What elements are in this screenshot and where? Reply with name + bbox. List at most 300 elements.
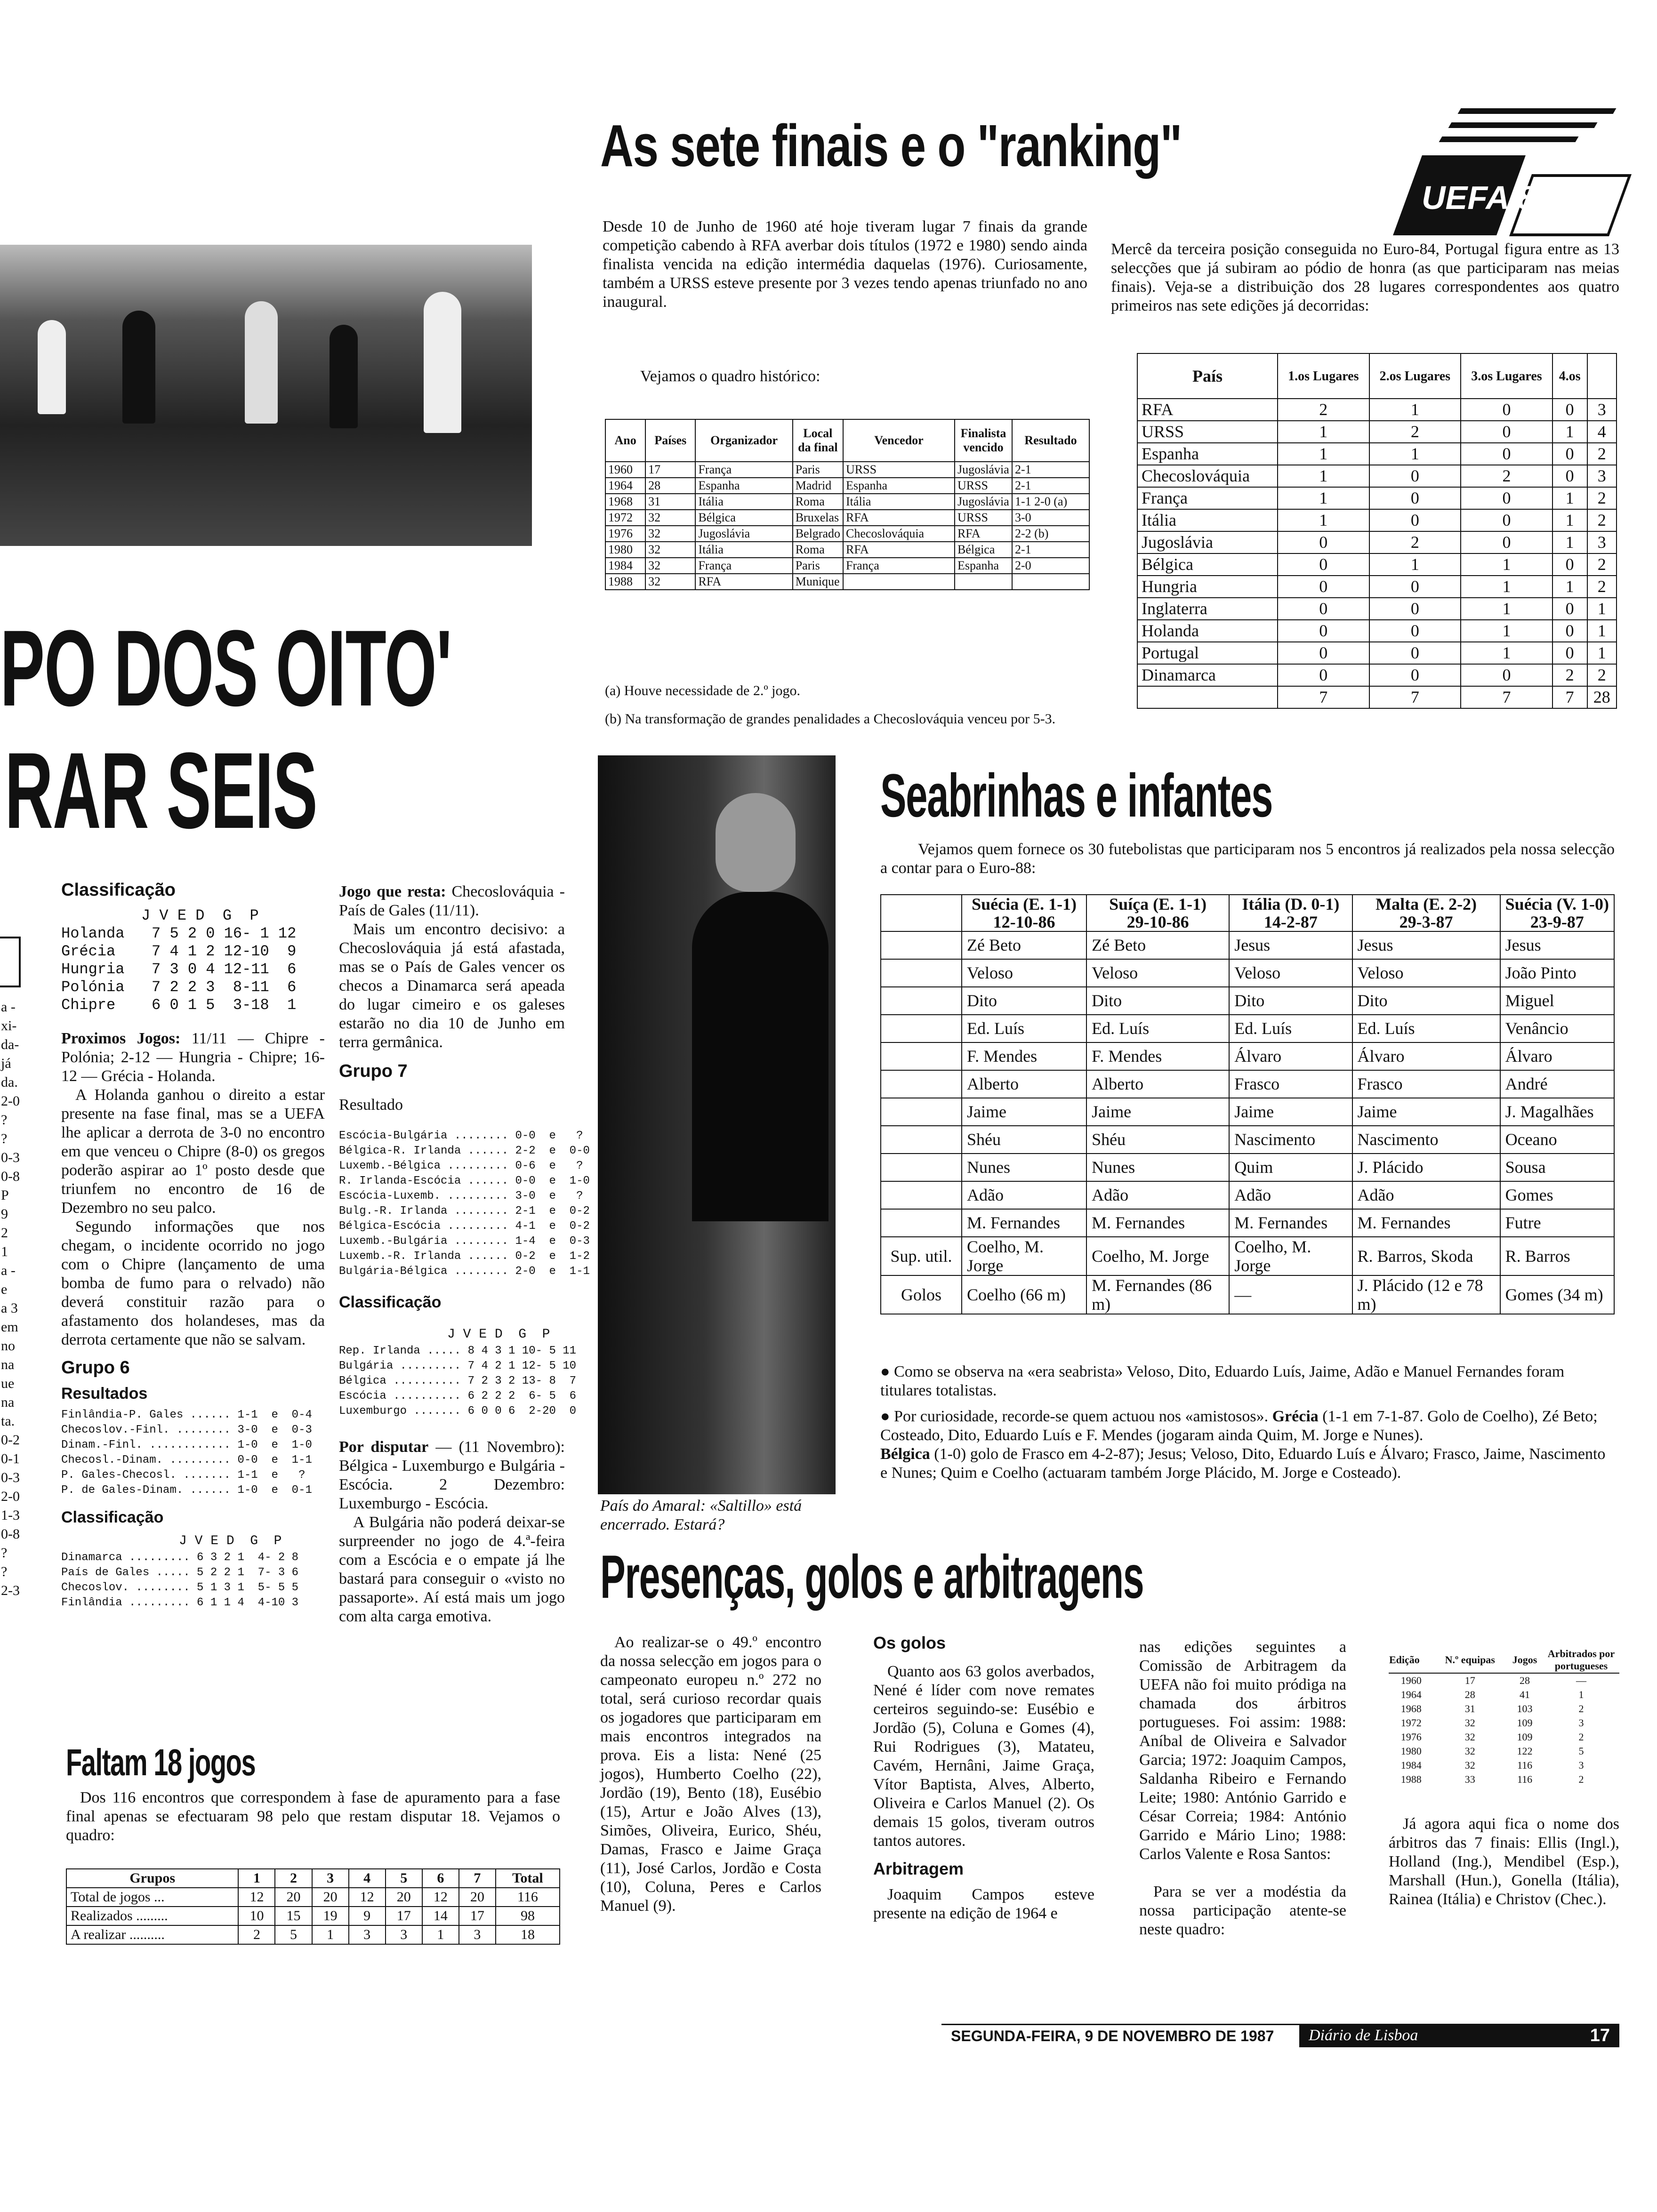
col2-para2: A Bulgária não poderá deixar-se surpreender no jogo de 4.ª-feira com a Escócia e o empate já lhe bastará para conseguir o «visto no passaporte». Aí está mais um jogo com alta carga emotiva. <box>339 1514 565 1625</box>
g7-class-table <box>339 1344 577 1419</box>
ranking-total <box>1137 686 1278 708</box>
ranking-value: 3 <box>1587 531 1617 553</box>
presencas-title: Presenças, golos e arbitragens <box>600 1542 1144 1611</box>
history-cell: 2-0 <box>1012 558 1089 574</box>
faltam-cell: 116 <box>496 1888 560 1907</box>
player-cell: J. Plácido (12 e 78 m) <box>1352 1275 1500 1314</box>
history-table <box>605 419 1090 590</box>
history-row <box>605 558 1089 574</box>
quadro-historico-label: Vejamos o quadro histórico: <box>640 368 820 385</box>
player-cell: Veloso <box>1086 959 1229 987</box>
amaral-photo <box>598 755 836 1494</box>
players-header-row <box>881 895 1614 931</box>
match-label: Suíça (E. 1-1) <box>1109 895 1207 914</box>
ranking-value: 0 <box>1461 443 1552 465</box>
ranking-value: 0 <box>1461 421 1552 443</box>
referees-row <box>1389 1772 1619 1787</box>
player-cell: Adão <box>962 1181 1086 1209</box>
edge-fragment: em <box>1 1319 18 1335</box>
edge-fragment: na <box>1 1357 15 1372</box>
history-header: Resultado <box>1012 419 1089 462</box>
jogo-text: Checoslováquia - País de Gales (11/11). <box>339 883 565 919</box>
faltam-header: 4 <box>349 1869 386 1888</box>
ranking-value: 1 <box>1278 443 1369 465</box>
history-cell: 1968 <box>605 494 645 510</box>
ranking-value: 0 <box>1278 598 1369 620</box>
ranking-value: 1 <box>1552 487 1587 509</box>
ranking-value: 0 <box>1552 642 1587 664</box>
class2-header: J V E D G P <box>179 1534 282 1548</box>
history-cell: França <box>695 558 792 574</box>
seabrinhas-intro: Vejamos quem fornece os 30 futebolistas que participaram nos 5 encontros já realizados pela nossa selecção a contar para o Euro-88: <box>880 841 1615 877</box>
referees-header: Edição <box>1389 1654 1420 1666</box>
faltam-cell: 20 <box>459 1888 496 1907</box>
ranking-header: País <box>1137 353 1278 399</box>
edge-fragment: 0-8 <box>1 1169 20 1184</box>
referees-cell: 1988 <box>1400 1773 1422 1785</box>
grupo6-title: Grupo 6 <box>61 1358 130 1378</box>
result-row: Bulgária-Bélgica ........ 2-0 e 1-1 <box>339 1265 590 1278</box>
history-row <box>605 526 1089 542</box>
ranking-value: 1 <box>1552 531 1587 553</box>
ranking-total: 7 <box>1369 686 1461 708</box>
history-row <box>605 542 1089 558</box>
faltam-cell: 17 <box>459 1907 496 1925</box>
class-row: País de Gales ..... 5 2 2 1 7- 3 6 <box>61 1566 299 1579</box>
history-cell: Itália <box>695 542 792 558</box>
presencas-col2 <box>873 1633 1094 1923</box>
players-row <box>881 987 1614 1015</box>
class-row: Holanda 7 5 2 0 16- 1 12 <box>61 925 297 942</box>
ranking-country: Checoslováquia <box>1137 465 1278 487</box>
player-cell: M. Fernandes <box>1229 1209 1352 1237</box>
top-article-intro: Desde 10 de Junho de 1960 até hoje tiveram lugar 7 finais da grande competição cabendo à RFA averbar dois títulos (1972 e 1980) sendo ainda finalista vencida na edição intermédia daquelas (1976). Curiosamente, também a URSS esteve presente por 3 vezes tendo apenas triunfado no ano inaugural. <box>603 218 1087 311</box>
result-row: Luxemb.-R. Irlanda ...... 0-2 e 1-2 <box>339 1250 590 1263</box>
ranking-intro: Mercê da terceira posição conseguida no Euro-84, Portugal figura entre as 13 selecções que já subiram ao pódio de honra (as que participaram nas meias finais). Veja-se a distribuição dos 28 lugares correspondentes aos quatro primeiros nas sete edições já decorridas: <box>1111 240 1619 314</box>
jogo-que-resta <box>339 882 565 920</box>
player-cell: Oceano <box>1500 1126 1614 1154</box>
row-label <box>881 1181 962 1209</box>
ranking-country: Hungria <box>1137 576 1278 598</box>
history-cell: Jugoslávia <box>955 462 1012 478</box>
ranking-value: 4 <box>1587 421 1617 443</box>
ranking-value: 2 <box>1587 576 1617 598</box>
faltam-cell: 9 <box>349 1907 386 1925</box>
faltam-cell: 3 <box>349 1925 386 1944</box>
ranking-value: 2 <box>1587 509 1617 531</box>
ranking-row <box>1137 620 1617 642</box>
referees-cell: 1 <box>1578 1689 1584 1700</box>
faltam-cell: 12 <box>238 1888 275 1907</box>
faltam-cell: 14 <box>422 1907 459 1925</box>
match-label: Malta (E. 2-2) <box>1375 895 1477 914</box>
player-cell: M. Fernandes (86 m) <box>1086 1275 1229 1314</box>
ranking-table <box>1137 353 1617 709</box>
ranking-value: 0 <box>1552 465 1587 487</box>
ranking-value: 0 <box>1552 399 1587 421</box>
edge-fragment: a 3 <box>1 1300 18 1316</box>
ranking-value: 0 <box>1552 620 1587 642</box>
ranking-row <box>1137 465 1617 487</box>
player-cell: Jaime <box>1086 1098 1229 1126</box>
ranking-value: 1 <box>1461 620 1552 642</box>
ranking-country: Bélgica <box>1137 553 1278 576</box>
player-cell: Ed. Luís <box>1352 1015 1500 1042</box>
edge-fragment: da- <box>1 1037 19 1052</box>
faltam-cell: 3 <box>386 1925 422 1944</box>
ranking-value: 2 <box>1278 399 1369 421</box>
faltam-header: Grupos <box>66 1869 238 1888</box>
referees-cell: 5 <box>1578 1745 1584 1757</box>
player-cell: Gomes <box>1500 1181 1614 1209</box>
history-cell: 32 <box>645 526 695 542</box>
history-cell: RFA <box>695 574 792 590</box>
result-row: Bélgica-R. Irlanda ...... 2-2 e 0-0 <box>339 1145 590 1157</box>
player-cell: J. Magalhães <box>1500 1098 1614 1126</box>
referees-header: Arbitrados por portugueses <box>1547 1648 1615 1672</box>
class-row: Hungria 7 3 0 4 12-11 6 <box>61 961 297 978</box>
bullet-2-end: (1-0) golo de Frasco em 4-2-87); Jesus; Veloso, Dito, Eduardo Luís e Álvaro; Frasco, Jaime, Nascimento e Nunes; Quim e Coelho (actuaram também Jorge Plácido, M. Jorge e Costeado). <box>880 1445 1606 1482</box>
edge-fragment: ? <box>1 1564 8 1579</box>
faltam-text: Dos 116 encontros que correspondem à fase de apuramento para a fase final apenas se efectuaram 98 pelo que restam disputar 18. Vejamos o quadro: <box>66 1789 560 1844</box>
history-header: Finalista vencido <box>955 419 1012 462</box>
ranking-country: Inglaterra <box>1137 598 1278 620</box>
col4-text: Já agora aqui fica o nome dos árbitros das 7 finais: Ellis (Ingl.), Holland (Ing.), Mendibel (Esp.), Marshall (Hun.), Gonella (Itália), Rainea (Itália) e Christov (Chec.). <box>1389 1815 1619 1908</box>
player-cell: Adão <box>1086 1181 1229 1209</box>
player-cell: M. Fernandes <box>1086 1209 1229 1237</box>
ranking-total-row <box>1137 686 1617 708</box>
history-cell: Roma <box>793 494 843 510</box>
class-row: Chipre 6 0 1 5 3-18 1 <box>61 996 297 1014</box>
player-cell: Frasco <box>1229 1070 1352 1098</box>
ranking-value: 0 <box>1278 642 1369 664</box>
referees-cell: 1984 <box>1400 1759 1422 1771</box>
ranking-row <box>1137 553 1617 576</box>
player-cell: Veloso <box>962 959 1086 987</box>
players-row <box>881 1181 1614 1209</box>
proximos-text: 11/11 — Chipre - Polónia; 2-12 — Hungria - Chipre; 16-12 — Grécia - Holanda. <box>61 1030 325 1085</box>
players-row <box>881 1070 1614 1098</box>
class-row: Dinamarca ......... 6 3 2 1 4- 2 8 <box>61 1551 299 1564</box>
por-disputar <box>339 1438 565 1513</box>
player-cell: Nascimento <box>1229 1126 1352 1154</box>
player-cell: Nunes <box>962 1154 1086 1181</box>
faltam-cell: 12 <box>349 1888 386 1907</box>
ranking-value: 0 <box>1461 531 1552 553</box>
referees-cell: — <box>1576 1675 1586 1686</box>
history-cell: 32 <box>645 574 695 590</box>
ranking-header: 3.os Lugares <box>1461 353 1552 399</box>
history-cell: 32 <box>645 542 695 558</box>
history-cell: 1-1 2-0 (a) <box>1012 494 1089 510</box>
players-table <box>880 894 1615 1314</box>
edge-fragment: ? <box>1 1112 8 1128</box>
bullet-1 <box>880 1362 1615 1400</box>
match-label: Suécia (E. 1-1) <box>972 895 1077 914</box>
player-cell: Adão <box>1352 1181 1500 1209</box>
player-cell: Jaime <box>1229 1098 1352 1126</box>
faltam-cell: 2 <box>238 1925 275 1944</box>
photo-caption: País do Amaral: «Saltillo» está encerrado. Estará? <box>600 1497 802 1533</box>
uefa-88-logo <box>1393 99 1619 240</box>
history-cell: Espanha <box>695 478 792 494</box>
ranking-country: Portugal <box>1137 642 1278 664</box>
ranking-country: URSS <box>1137 421 1278 443</box>
ranking-country: Holanda <box>1137 620 1278 642</box>
faltam-header: 1 <box>238 1869 275 1888</box>
ranking-value: 0 <box>1369 620 1461 642</box>
referees-cell: 28 <box>1520 1675 1530 1686</box>
row-label <box>881 987 962 1015</box>
row-label: Golos <box>881 1275 962 1314</box>
class-row: Luxemburgo ....... 6 0 0 6 2-20 0 <box>339 1405 577 1418</box>
players-header <box>1352 895 1500 931</box>
classificacao-title: Classificação <box>61 880 176 900</box>
edge-fragment: 0-3 <box>1 1150 20 1165</box>
faltam-cell: 20 <box>275 1888 312 1907</box>
row-label <box>881 1154 962 1181</box>
faltam-cell: 17 <box>386 1907 422 1925</box>
referees-cell: 3 <box>1578 1717 1584 1729</box>
referees-header: Jogos <box>1512 1654 1537 1666</box>
seabrinhas-title: Seabrinhas e infantes <box>880 761 1273 830</box>
man-head <box>716 793 796 892</box>
history-cell: RFA <box>843 542 955 558</box>
history-cell: RFA <box>843 510 955 526</box>
players-row <box>881 959 1614 987</box>
paper-name: Diário de Lisboa <box>1309 2027 1418 2044</box>
players-row <box>881 1154 1614 1181</box>
match-date: 29-3-87 <box>1399 913 1453 931</box>
ranking-value: 0 <box>1369 509 1461 531</box>
result-row: Escócia-Bulgária ........ 0-0 e ? <box>339 1130 583 1142</box>
ranking-value: 3 <box>1587 399 1617 421</box>
history-cell: RFA <box>955 526 1012 542</box>
class-row: Checoslov. ........ 5 1 3 1 5- 5 5 <box>61 1581 299 1594</box>
history-cell <box>1012 574 1089 590</box>
history-cell: Itália <box>843 494 955 510</box>
ranking-country: RFA <box>1137 399 1278 421</box>
grupo6-results <box>61 1408 325 1498</box>
faltam-cell: A realizar .......... <box>66 1925 238 1944</box>
history-cell: Bélgica <box>955 542 1012 558</box>
faltam-cell: 5 <box>275 1925 312 1944</box>
faltam-table <box>66 1868 560 1945</box>
ranking-value: 0 <box>1461 399 1552 421</box>
ranking-header-row <box>1137 353 1617 399</box>
player-cell: Futre <box>1500 1209 1614 1237</box>
class-row: Polónia 7 2 2 3 8-11 6 <box>61 978 297 996</box>
history-row <box>605 574 1089 590</box>
left-headline-line1: PO DOS OITO' <box>0 608 452 729</box>
referees-cell: 32 <box>1464 1759 1475 1771</box>
history-cell: Paris <box>793 558 843 574</box>
history-cell: 1980 <box>605 542 645 558</box>
history-cell: URSS <box>955 510 1012 526</box>
player-cell: Jesus <box>1500 931 1614 959</box>
resultado-title: Resultado <box>339 1096 403 1114</box>
ranking-value: 1 <box>1552 421 1587 443</box>
player-cell: Nascimento <box>1352 1126 1500 1154</box>
history-cell: 1984 <box>605 558 645 574</box>
history-cell: 32 <box>645 510 695 526</box>
edge-fragment: 0-3 <box>1 1470 20 1485</box>
players-row <box>881 1126 1614 1154</box>
ranking-value: 1 <box>1369 553 1461 576</box>
ranking-row <box>1137 642 1617 664</box>
result-row: Checoslov.-Finl. ........ 3-0 e 0-3 <box>61 1424 312 1436</box>
ranking-value: 1 <box>1369 443 1461 465</box>
ranking-value: 2 <box>1552 664 1587 686</box>
ranking-row <box>1137 509 1617 531</box>
faltam-header-row <box>66 1869 560 1888</box>
ranking-value: 0 <box>1369 664 1461 686</box>
history-cell: 2-1 <box>1012 542 1089 558</box>
history-cell: Itália <box>695 494 792 510</box>
players-header <box>1086 895 1229 931</box>
match-date: 14-2-87 <box>1263 913 1318 931</box>
referees-row <box>1389 1688 1619 1702</box>
history-cell: 31 <box>645 494 695 510</box>
ranking-value: 2 <box>1587 553 1617 576</box>
player-cell: Zé Beto <box>1086 931 1229 959</box>
player-cell: Veloso <box>1229 959 1352 987</box>
referees-cell: 28 <box>1464 1689 1475 1700</box>
referees-row <box>1389 1673 1619 1688</box>
presencas-col4 <box>1389 1647 1619 1909</box>
class-table <box>61 925 325 1014</box>
history-header: Organizador <box>695 419 792 462</box>
referees-cell: 3 <box>1578 1759 1584 1771</box>
faltam-header: 5 <box>386 1869 422 1888</box>
left-edge-fragments <box>1 998 20 1600</box>
player-cell: M. Fernandes <box>1352 1209 1500 1237</box>
edge-fragment: 0-1 <box>1 1451 20 1467</box>
g7-class-header: J V E D G P <box>447 1327 550 1342</box>
faltam-cell: Total de jogos ... <box>66 1888 238 1907</box>
faltam-row <box>66 1907 560 1925</box>
col2 <box>339 882 590 1626</box>
player-cell: Alberto <box>1086 1070 1229 1098</box>
row-label <box>881 931 962 959</box>
ranking-row <box>1137 664 1617 686</box>
row-label <box>881 1042 962 1070</box>
faltam-cell: 12 <box>422 1888 459 1907</box>
referees-cell: 2 <box>1578 1731 1584 1743</box>
history-cell: Munique <box>793 574 843 590</box>
faltam-cell: Realizados ......... <box>66 1907 238 1925</box>
history-cell: 32 <box>645 558 695 574</box>
player-cell: Ed. Luís <box>1086 1015 1229 1042</box>
faltam-cell: 1 <box>422 1925 459 1944</box>
result-row: Checosl.-Dinam. ......... 0-0 e 1-1 <box>61 1454 312 1467</box>
player-cell: Quim <box>1229 1154 1352 1181</box>
ranking-value: 2 <box>1587 443 1617 465</box>
player-cell: Jaime <box>962 1098 1086 1126</box>
ranking-header: 2.os Lugares <box>1369 353 1461 399</box>
history-cell: 1972 <box>605 510 645 526</box>
referees-row <box>1389 1716 1619 1730</box>
ranking-value: 0 <box>1369 576 1461 598</box>
player-cell: Shéu <box>1086 1126 1229 1154</box>
ranking-country: Itália <box>1137 509 1278 531</box>
edge-fragment: a - <box>1 999 16 1015</box>
referees-table <box>1389 1647 1619 1787</box>
ranking-header: 4.os <box>1552 353 1587 399</box>
player-cell: R. Barros <box>1500 1237 1614 1275</box>
faltam-cell: 20 <box>386 1888 422 1907</box>
ranking-row <box>1137 598 1617 620</box>
arbitragem-text: Joaquim Campos esteve presente na edição de 1964 e <box>873 1886 1094 1922</box>
ranking-value: 1 <box>1278 509 1369 531</box>
edge-fragment: 1-3 <box>1 1507 20 1523</box>
referees-cell: 109 <box>1517 1731 1533 1743</box>
row-label <box>881 1015 962 1042</box>
faltam-title: Faltam 18 jogos <box>66 1741 256 1783</box>
history-cell: Espanha <box>843 478 955 494</box>
history-cell: URSS <box>843 462 955 478</box>
ranking-total: 28 <box>1587 686 1617 708</box>
resultados-title: Resultados <box>61 1385 148 1403</box>
golos-title: Os golos <box>873 1633 946 1652</box>
match-label: Itália (D. 0-1) <box>1242 895 1340 914</box>
bullet-icon: ● <box>880 1408 894 1425</box>
player-cell: Adão <box>1229 1181 1352 1209</box>
arbitragem-title: Arbitragem <box>873 1859 964 1878</box>
player-cell: Coelho, M. Jorge <box>1229 1237 1352 1275</box>
ranking-row <box>1137 421 1617 443</box>
edge-fragment: 2-0 <box>1 1093 20 1109</box>
col1 <box>61 880 325 1611</box>
ranking-value: 0 <box>1369 642 1461 664</box>
faltam-cell: 20 <box>312 1888 349 1907</box>
history-cell: Checoslováquia <box>843 526 955 542</box>
ranking-value: 1 <box>1587 620 1617 642</box>
history-cell: Belgrado <box>793 526 843 542</box>
edge-fragment: 1 <box>1 1244 8 1259</box>
referees-cell: 17 <box>1464 1675 1475 1686</box>
players-header <box>1500 895 1614 931</box>
note-b: (b) Na transformação de grandes penalidades a Checoslováquia venceu por 5-3. <box>605 711 1056 727</box>
ranking-total: 7 <box>1461 686 1552 708</box>
referees-cell: 31 <box>1464 1703 1475 1715</box>
ranking-value: 0 <box>1278 620 1369 642</box>
history-cell: 1988 <box>605 574 645 590</box>
match-date: 23-9-87 <box>1530 913 1584 931</box>
faltam-header: 2 <box>275 1869 312 1888</box>
history-cell: Paris <box>793 462 843 478</box>
match-label: Suécia (V. 1-0) <box>1505 895 1609 914</box>
ranking-value: 0 <box>1552 553 1587 576</box>
ranking-country: Jugoslávia <box>1137 531 1278 553</box>
class-row: Rep. Irlanda ..... 8 4 3 1 10- 5 11 <box>339 1345 577 1357</box>
jogo-label: Jogo que resta: <box>339 883 446 900</box>
history-cell: 1976 <box>605 526 645 542</box>
history-cell: Madrid <box>793 478 843 494</box>
players-row <box>881 1237 1614 1275</box>
player-cell: Jesus <box>1229 931 1352 959</box>
ranking-country: França <box>1137 487 1278 509</box>
ranking-value: 1 <box>1461 642 1552 664</box>
edge-fragment: 2-3 <box>1 1583 20 1598</box>
edge-fragment: 0-8 <box>1 1526 20 1542</box>
player-cell: Dito <box>1352 987 1500 1015</box>
history-cell: Roma <box>793 542 843 558</box>
players-row <box>881 1042 1614 1070</box>
ranking-country: Dinamarca <box>1137 664 1278 686</box>
class2-table <box>61 1550 325 1611</box>
history-cell: Espanha <box>955 558 1012 574</box>
